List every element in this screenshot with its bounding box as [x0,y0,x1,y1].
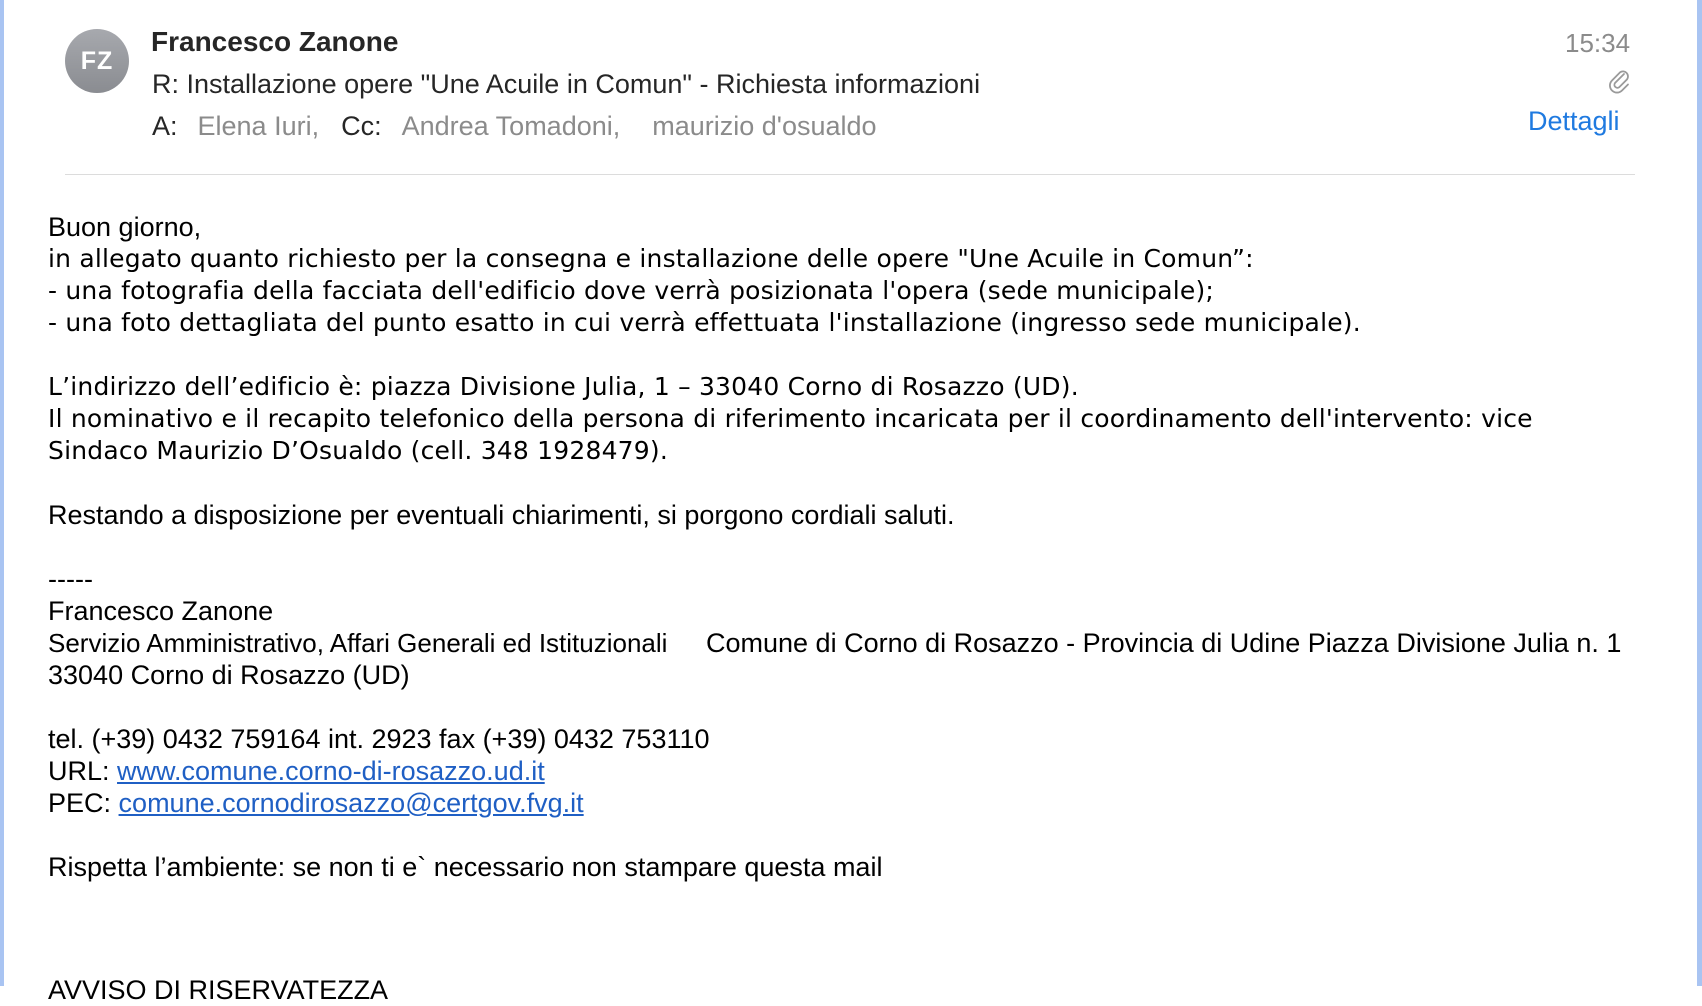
details-button[interactable]: Dettagli [1528,106,1620,136]
body-line: in allegato quanto richiesto per la consegna e installazione delle opere "Une Acuile in Comun”: [48,244,1254,273]
cc-recipient-2[interactable]: maurizio d'osualdo [652,111,877,141]
signature-city: 33040 Corno di Rosazzo (UD) [48,660,410,690]
to-recipient[interactable]: Elena Iuri, [197,111,320,141]
privacy-heading: AVVISO DI RISERVATEZZA [48,975,389,1005]
signature-office: Comune di Corno di Rosazzo - Provincia di Udine Piazza Divisione Julia n. 1 [706,628,1622,658]
body-address: L’indirizzo dell’edificio è: piazza Divisione Julia, 1 – 33040 Corno di Rosazzo (UD). [48,372,1079,401]
pec-label: PEC: [48,788,112,818]
body-greeting: Buon giorno, [48,212,202,242]
paperclip-icon[interactable] [1607,68,1633,96]
sender-avatar: FZ [65,29,129,93]
header-divider [65,174,1635,175]
received-time: 15:34 [1565,28,1631,58]
body-closing: Restando a disposizione per eventuali chiarimenti, si porgono cordiali saluti. [48,500,955,530]
website-link[interactable]: www.comune.corno-di-rosazzo.ud.it [117,756,545,786]
signature-department: Servizio Amministrativo, Affari Generali ed Istituzionali [48,628,668,658]
sender-name: Francesco Zanone [151,26,399,57]
window-border-right [1697,0,1702,986]
cc-label: Cc: [341,111,382,141]
to-label: A: [152,111,178,141]
body-line: - una fotografia della facciata dell'edificio dove verrà posizionata l'opera (sede municipale); [48,276,1215,305]
signature-office-row [48,627,1648,659]
email-body [48,211,1648,883]
signature-url-line [48,755,1648,787]
signature-name: Francesco Zanone [48,596,274,626]
body-contact-line: Sindaco Maurizio D’Osualdo (cell. 348 1928479). [48,436,668,465]
signature-separator: ----- [48,564,93,594]
cc-recipient-1[interactable]: Andrea Tomadoni, [401,111,621,141]
signature-phone: tel. (+39) 0432 759164 int. 2923 fax (+39) 0432 753110 [48,724,710,754]
body-line: - una foto dettagliata del punto esatto in cui verrà effettuata l'installazione (ingresso sede municipale). [48,308,1361,337]
body-contact-line: Il nominativo e il recapito telefonico della persona di riferimento incaricata per il coordinamento dell'intervento: vice [48,404,1533,433]
recipients-line [152,111,877,142]
url-label: URL: [48,756,110,786]
email-subject: R: Installazione opere "Une Acuile in Comun" - Richiesta informazioni [152,69,981,99]
pec-link[interactable]: comune.cornodirosazzo@certgov.fvg.it [118,788,584,818]
environment-notice: Rispetta l’ambiente: se non ti e` necessario non stampare questa mail [48,852,883,882]
window-border-left [0,0,4,986]
signature-pec-line [48,787,1648,819]
